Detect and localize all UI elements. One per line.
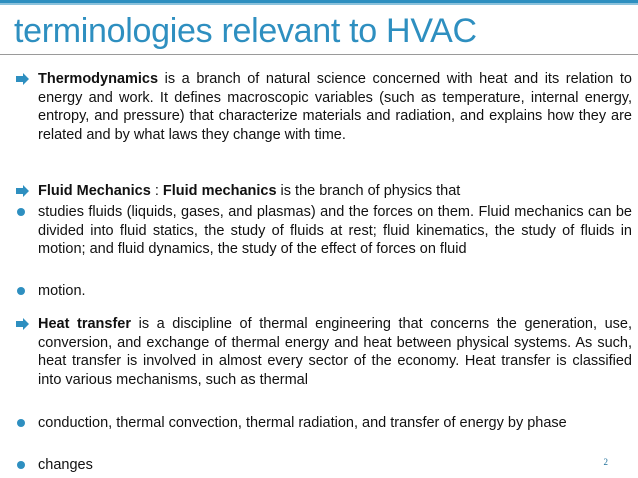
list-item <box>38 282 632 301</box>
list-item <box>38 456 632 475</box>
arrow-icon <box>16 73 30 85</box>
item-text: is a branch of natural science concerned with heat and its relation to energy and work. It defines macroscopic variables (such as temperature, internal energy, entropy, and pressure) that characterize materials and radiation, and explains how they are related and by what laws they change with time. <box>38 71 632 143</box>
term-fluid-mechanics: Fluid Mechanics <box>38 183 151 199</box>
list-item <box>38 70 632 144</box>
dot-icon <box>17 461 25 469</box>
page-number: 2 <box>603 457 608 467</box>
list-item <box>38 315 632 389</box>
item-text: changes <box>38 457 93 473</box>
item-text: motion. <box>38 283 86 299</box>
list-item <box>38 414 632 433</box>
top-accent-rule <box>0 0 638 6</box>
item-text: is a discipline of thermal engineering that concerns the generation, use, conversion, and exchange of thermal energy and heat between physical systems. As such, heat transfer is involved in almost every sector of the economy. Heat transfer is classified into various mechanisms, such as thermal <box>38 316 632 388</box>
list-item <box>38 182 632 201</box>
dot-icon <box>17 287 25 295</box>
slide-title: terminologies relevant to HVAC <box>14 12 477 50</box>
item-text: is the branch of physics that <box>276 183 461 199</box>
term-thermodynamics: Thermodynamics <box>38 71 159 87</box>
title-divider <box>0 54 638 55</box>
item-text: studies fluids (liquids, gases, and plasmas) and the forces on them. Fluid mechanics can be divided into fluid statics, the study of fluids at rest; fluid kinematics, the study of fluids in motion; and fluid dynamics, the study of the effect of forces on fluid <box>38 204 632 258</box>
term-separator: : <box>150 183 163 199</box>
item-text: conduction, thermal convection, thermal radiation, and transfer of energy by phase <box>38 415 567 431</box>
arrow-icon <box>16 318 30 330</box>
dot-icon <box>17 208 25 216</box>
list-item <box>38 203 632 259</box>
top-accent-bar-shadow <box>0 3 638 5</box>
term-heat-transfer: Heat transfer <box>38 316 132 332</box>
arrow-icon <box>16 185 30 197</box>
term-fluid-mechanics-2: Fluid mechanics <box>162 183 277 199</box>
dot-icon <box>17 419 25 427</box>
